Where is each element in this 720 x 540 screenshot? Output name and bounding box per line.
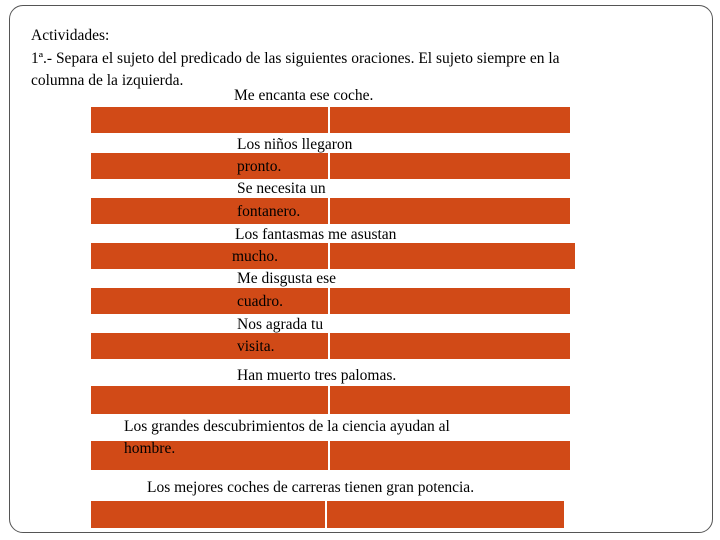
column-divider [328, 107, 330, 133]
column-divider [328, 288, 330, 314]
answer-row-7[interactable] [91, 386, 570, 414]
answer-row-3[interactable] [91, 198, 570, 224]
activities-title: Actividades: [31, 27, 110, 44]
sentence-7: Han muerto tres palomas. [237, 367, 397, 384]
answer-row-1[interactable] [91, 107, 570, 133]
sentence-2-line-2: pronto. [237, 158, 282, 175]
column-divider [328, 198, 330, 224]
sentence-8-line-1: Los grandes descubrimientos de la ciencia ayudan al [124, 418, 450, 435]
instruction-line-1: 1ª.- Separa el sujeto del predicado de las siguientes oraciones. El sujeto siempre en la [31, 50, 560, 67]
column-divider [328, 441, 330, 470]
sentence-9: Los mejores coches de carreras tienen gran potencia. [147, 479, 475, 496]
sentence-3-line-2: fontanero. [237, 203, 301, 220]
sentence-5-line-1: Me disgusta ese [237, 270, 337, 287]
sentence-3-line-1: Se necesita un [237, 180, 326, 197]
answer-row-6[interactable] [91, 333, 570, 359]
sentence-6-line-2: visita. [237, 338, 275, 355]
instruction-line-2: columna de la izquierda. [31, 72, 184, 89]
sentence-4-line-2: mucho. [232, 248, 279, 265]
column-divider [328, 386, 330, 414]
answer-row-9[interactable] [91, 501, 564, 528]
column-divider [328, 153, 330, 179]
sentence-4-line-1: Los fantasmas me asustan [235, 226, 397, 243]
sentence-8-line-2: hombre. [124, 440, 176, 457]
sentence-6-line-1: Nos agrada tu [237, 316, 324, 333]
column-divider [328, 333, 330, 359]
answer-row-5[interactable] [91, 288, 570, 314]
sentence-2-line-1: Los niños llegaron [237, 136, 353, 153]
answer-row-2[interactable] [91, 153, 570, 179]
column-divider [328, 243, 330, 269]
answer-row-4[interactable] [91, 243, 575, 269]
sentence-1: Me encanta ese coche. [234, 87, 374, 104]
column-divider [325, 501, 327, 528]
sentence-5-line-2: cuadro. [237, 293, 284, 310]
